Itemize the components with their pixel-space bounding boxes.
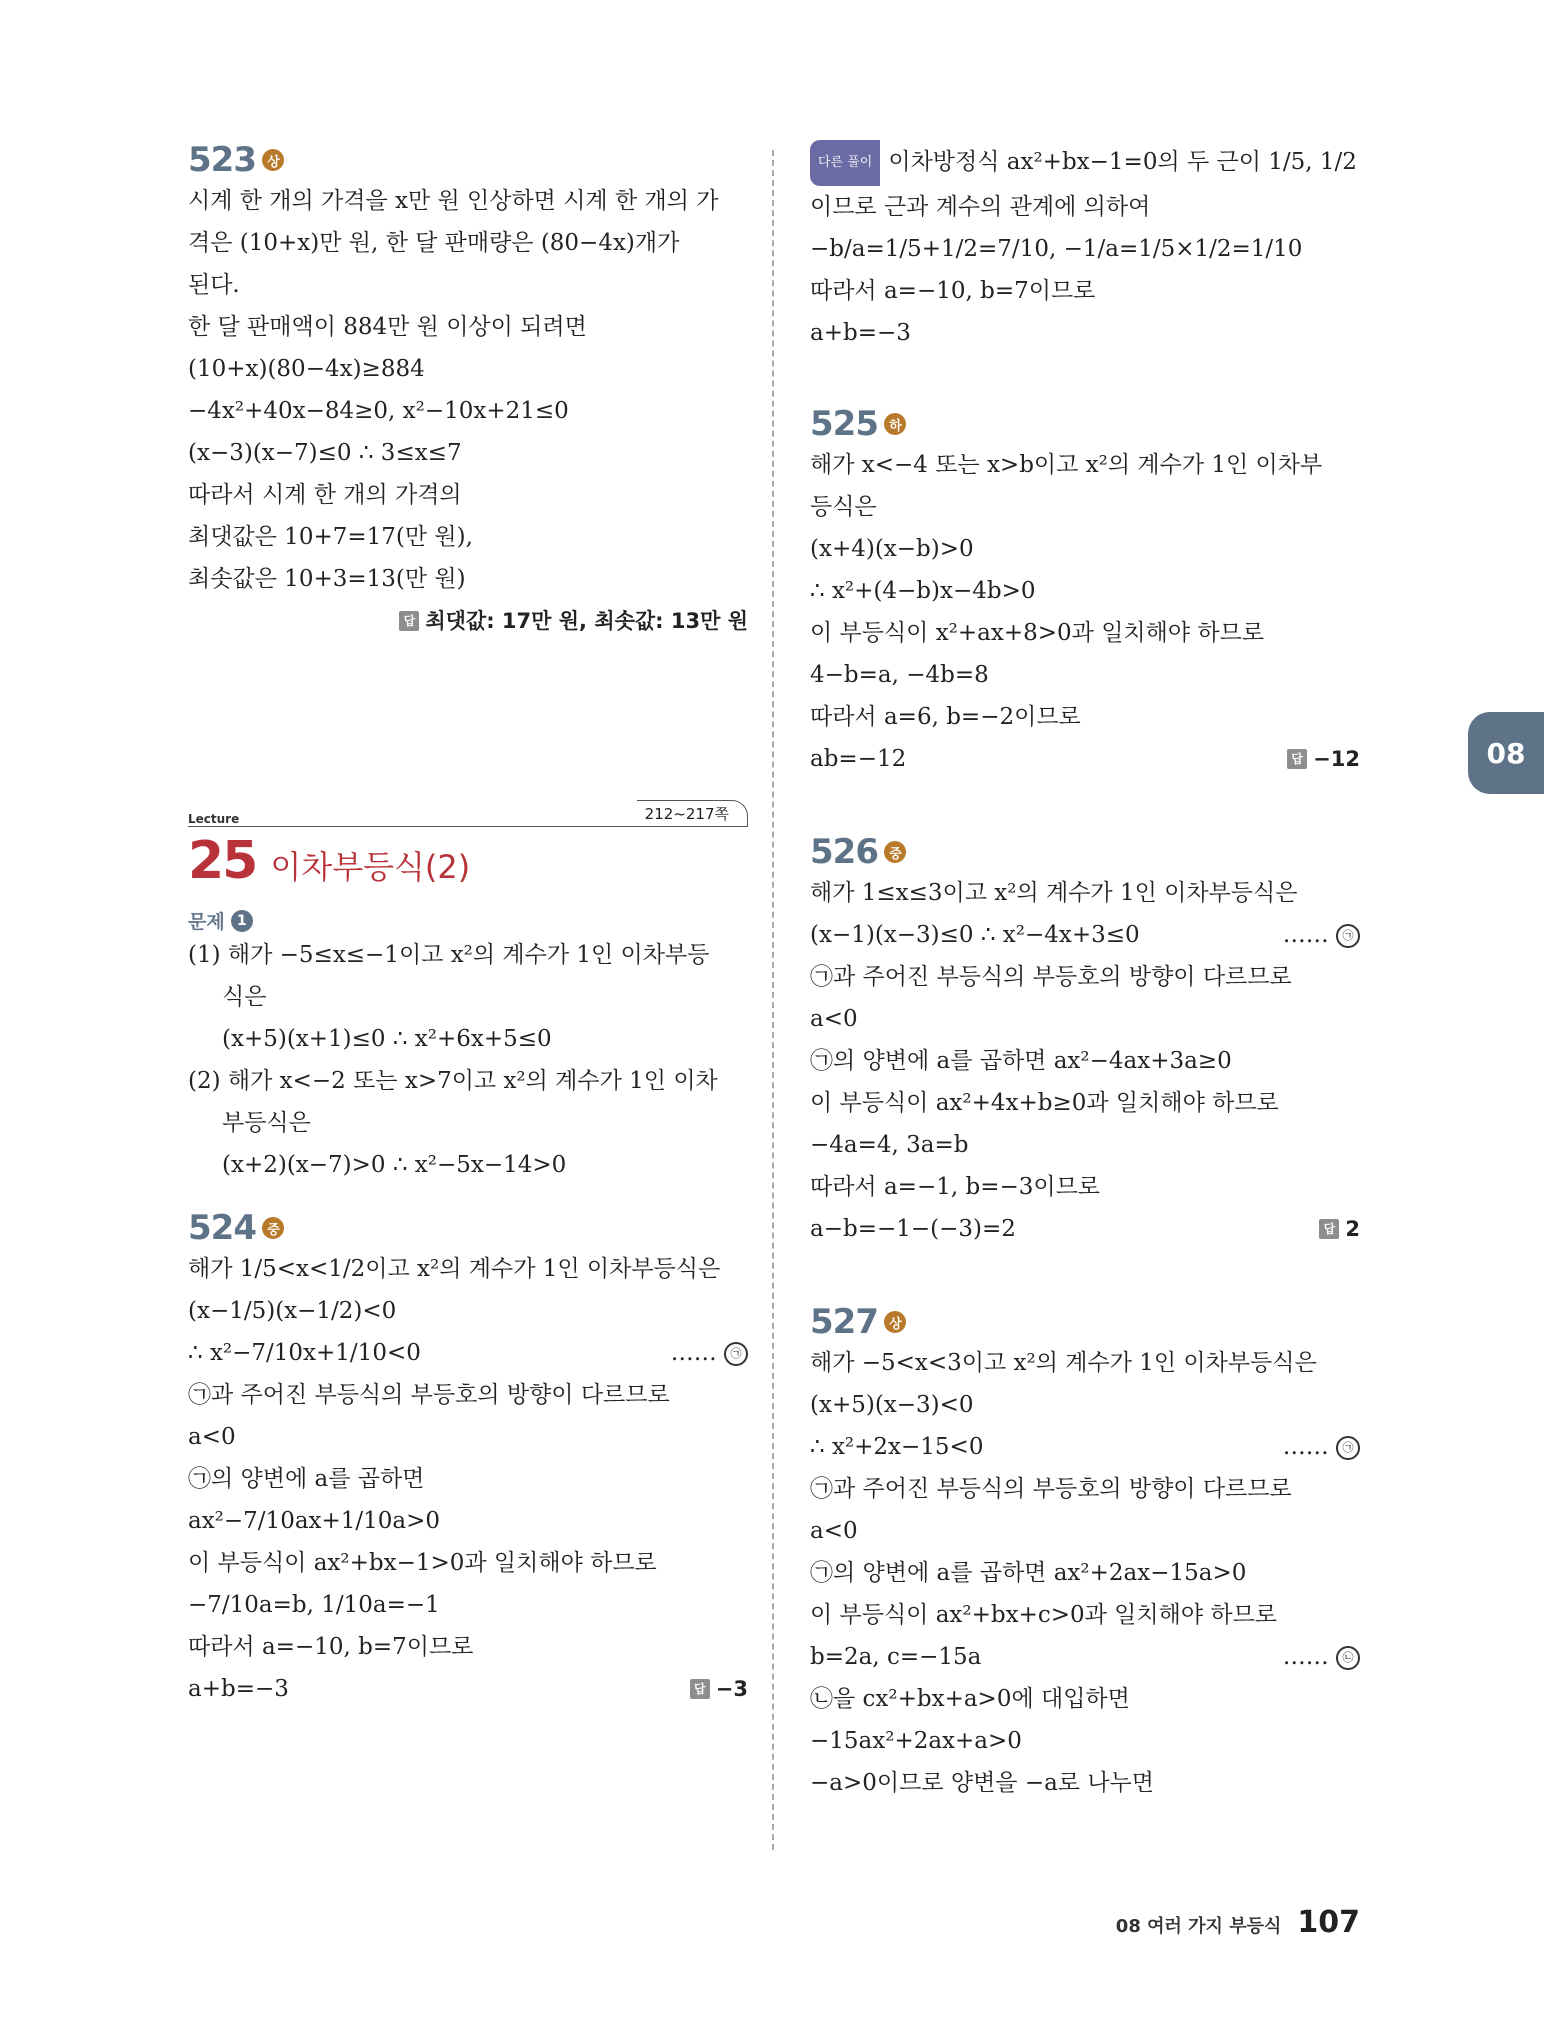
solution-line: a<0 — [810, 1518, 858, 1544]
problem-number: 527 상 — [810, 1302, 906, 1342]
solution-line: 따라서 a=−10, b=7이므로 — [810, 278, 1096, 304]
problem-set-heading: 문제 1 — [188, 907, 253, 934]
problem-number: 523 상 — [188, 140, 284, 180]
solution-line: 부등식은 — [222, 1110, 311, 1136]
difficulty-badge: 상 — [884, 1311, 906, 1333]
solution-line: 이차방정식 ax²+bx−1=0의 두 근이 1/5, 1/2 — [888, 149, 1357, 175]
circled-label: ㉠ — [1336, 924, 1360, 948]
solution-line: −7/10a=b, 1/10a=−1 — [188, 1592, 440, 1618]
solution-line: 식은 — [222, 984, 267, 1010]
solution-line: 최솟값은 10+3=13(만 원) — [188, 566, 466, 592]
solution-line: (10+x)(80−4x)≥884 — [188, 356, 425, 382]
solution-line: (2) 해가 x<−2 또는 x>7이고 x²의 계수가 1인 이차 — [188, 1068, 718, 1094]
lecture-title: 이차부등식(2) — [270, 848, 471, 886]
solution-line: (x+4)(x−b)>0 — [810, 536, 974, 562]
solution-line: (x−1)(x−3)≤0 ∴ x²−4x+3≤0 — [810, 922, 1140, 948]
solution-line: 이 부등식이 ax²+bx−1>0과 일치해야 하므로 — [188, 1550, 657, 1576]
solution-line: 이 부등식이 x²+ax+8>0과 일치해야 하므로 — [810, 620, 1265, 646]
solution-line: ㉠의 양변에 a를 곱하면 — [188, 1466, 425, 1492]
answer-mark-icon: 답 — [1319, 1219, 1339, 1239]
solution-line: 해가 1/5<x<1/2이고 x²의 계수가 1인 이차부등식은 — [188, 1256, 721, 1282]
problem-number: 525 하 — [810, 404, 906, 444]
column-divider — [772, 150, 774, 1850]
solution-line: 따라서 a=−1, b=−3이므로 — [810, 1174, 1101, 1200]
chapter-tab: 08 — [1468, 712, 1544, 794]
solution-line: ㉠의 양변에 a를 곱하면 ax²−4ax+3a≥0 — [810, 1048, 1232, 1074]
solution-line: 이므로 근과 계수의 관계에 의하여 — [810, 194, 1151, 220]
solution-line: ㉡을 cx²+bx+a>0에 대입하면 — [810, 1686, 1130, 1712]
alternate-solution — [810, 140, 1360, 354]
lecture-pages: 212~217쪽 — [637, 800, 748, 826]
problem-number: 524 중 — [188, 1208, 284, 1248]
solution-line: 해가 −5<x<3이고 x²의 계수가 1인 이차부등식은 — [810, 1350, 1317, 1376]
solution-line: ∴ x²−7/10x+1/10<0 — [188, 1340, 421, 1366]
problem-527: 527 상 해가 −5<x<3이고 x²의 계수가 1인 이차부등식은 (x+5)(x−3)<0 ∴ x²+2x−15<0 …… ㉠ ㉠과 주어진 부등식의 부등호의 방향이 다르므로 a<0 ㉠의 양변에 a를 곱하면 ax²+2ax−15a>0 이 부등식이 ax²+bx+c>0과 일치해야 하므로 b=2a, c=−15a …… ㉡ ㉡을 cx²+bx+a>0에 대입하면 −15ax²+2ax+a>0 −a>0이므로 양변을 −a로 나누면 — [810, 1302, 1360, 1804]
difficulty-badge: 하 — [884, 413, 906, 435]
solution-line: 최댓값은 10+7=17(만 원), — [188, 524, 473, 550]
solution-line: 된다. — [188, 272, 240, 298]
solution-line: 이 부등식이 ax²+4x+b≥0과 일치해야 하므로 — [810, 1090, 1279, 1116]
difficulty-badge: 중 — [884, 841, 906, 863]
circled-label: ㉠ — [724, 1342, 748, 1366]
answer-mark-icon: 답 — [1287, 749, 1307, 769]
solution-line: −b/a=1/5+1/2=7/10, −1/a=1/5×1/2=1/10 — [810, 236, 1303, 262]
lecture-label: Lecture — [188, 812, 240, 826]
difficulty-badge: 상 — [262, 149, 284, 171]
problem-524: 524 중 해가 1/5<x<1/2이고 x²의 계수가 1인 이차부등식은 (x−1/5)(x−1/2)<0 ∴ x²−7/10x+1/10<0 …… ㉠ ㉠과 주어진 부등식의 부등호의 방향이 다르므로 a<0 ㉠의 양변에 a를 곱하면 ax²−7/10ax+1/10a>0 이 부등식이 ax²+bx−1>0과 일치해야 하므로 −7/10a=b, 1/10a=−1 따라서 a=−10, b=7이므로 a+b=−3 답 −3 — [188, 1208, 748, 1710]
solution-line: 한 달 판매액이 884만 원 이상이 되려면 — [188, 314, 587, 340]
solution-line: −a>0이므로 양변을 −a로 나누면 — [810, 1770, 1154, 1796]
answer: 답 −12 — [1287, 738, 1360, 780]
page-footer — [1100, 1905, 1360, 1940]
solution-line: −4a=4, 3a=b — [810, 1132, 969, 1158]
solution-line: (x+2)(x−7)>0 ∴ x²−5x−14>0 — [222, 1152, 567, 1178]
lecture-section — [188, 800, 748, 1710]
solution-line: ㉠과 주어진 부등식의 부등호의 방향이 다르므로 — [188, 1382, 670, 1408]
answer: 답 −3 — [690, 1668, 748, 1710]
solution-line: (x−1/5)(x−1/2)<0 — [188, 1298, 397, 1324]
solution-line: ∴ x²+(4−b)x−4b>0 — [810, 578, 1036, 604]
footer-chapter: 08 여러 가지 부등식 — [1115, 1916, 1282, 1937]
difficulty-badge: 중 — [262, 1217, 284, 1239]
solution-line: 등식은 — [810, 494, 877, 520]
solution-line: 해가 1≤x≤3이고 x²의 계수가 1인 이차부등식은 — [810, 880, 1298, 906]
solution-line: 해가 x<−4 또는 x>b이고 x²의 계수가 1인 이차부 — [810, 452, 1323, 478]
circled-label: ㉠ — [1336, 1436, 1360, 1460]
left-column — [188, 140, 748, 702]
solution-line: 따라서 a=6, b=−2이므로 — [810, 704, 1081, 730]
solution-line: 4−b=a, −4b=8 — [810, 662, 989, 688]
answer-mark-icon: 답 — [690, 1679, 710, 1699]
solution-line: ab=−12 — [810, 746, 907, 772]
solution-line: (x−3)(x−7)≤0 ∴ 3≤x≤7 — [188, 440, 462, 466]
solution-line: ㉠과 주어진 부등식의 부등호의 방향이 다르므로 — [810, 964, 1292, 990]
solution-line: a+b=−3 — [810, 320, 911, 346]
solution-line: 격은 (10+x)만 원, 한 달 판매량은 (80−4x)개가 — [188, 230, 680, 256]
solution-line: a+b=−3 — [188, 1676, 289, 1702]
solution-line: (1) 해가 −5≤x≤−1이고 x²의 계수가 1인 이차부등 — [188, 942, 710, 968]
right-column — [810, 140, 1360, 1804]
problem-525 — [810, 404, 1360, 780]
alt-solution-badge: 다른 풀이 — [810, 140, 880, 186]
problem-526: 526 중 해가 1≤x≤3이고 x²의 계수가 1인 이차부등식은 (x−1)(x−3)≤0 ∴ x²−4x+3≤0 …… ㉠ ㉠과 주어진 부등식의 부등호의 방향이 다르므로 a<0 ㉠의 양변에 a를 곱하면 ax²−4ax+3a≥0 이 부등식이 ax²+4x+b≥0과 일치해야 하므로 −4a=4, 3a=b 따라서 a=−1, b=−3이므로 a−b=−1−(−3)=2 답 2 — [810, 832, 1360, 1250]
solution-line: −15ax²+2ax+a>0 — [810, 1728, 1022, 1754]
solution-line: b=2a, c=−15a — [810, 1644, 982, 1670]
solution-line: a<0 — [188, 1424, 236, 1450]
solution-line: ∴ x²+2x−15<0 — [810, 1434, 984, 1460]
solution-line: a−b=−1−(−3)=2 — [810, 1216, 1016, 1242]
lecture-number: 25 — [188, 831, 257, 891]
solution-line: ㉠과 주어진 부등식의 부등호의 방향이 다르므로 — [810, 1476, 1292, 1502]
solution-line: a<0 — [810, 1006, 858, 1032]
answer: 답 2 — [1319, 1208, 1360, 1250]
solution-line: (x+5)(x−3)<0 — [810, 1392, 974, 1418]
answer: 답 최댓값: 17만 원, 최솟값: 13만 원 — [399, 600, 748, 642]
problem-number: 526 중 — [810, 832, 906, 872]
problem-523 — [188, 140, 748, 642]
solution-line: 이 부등식이 ax²+bx+c>0과 일치해야 하므로 — [810, 1602, 1278, 1628]
solution-line: −4x²+40x−84≥0, x²−10x+21≤0 — [188, 398, 569, 424]
solution-line: 따라서 시계 한 개의 가격의 — [188, 482, 462, 508]
circled-label: ㉡ — [1336, 1646, 1360, 1670]
solution-line: (x+5)(x+1)≤0 ∴ x²+6x+5≤0 — [222, 1026, 552, 1052]
solution-line: ㉠의 양변에 a를 곱하면 ax²+2ax−15a>0 — [810, 1560, 1247, 1586]
page-number: 107 — [1297, 1905, 1360, 1940]
answer-mark-icon: 답 — [399, 611, 419, 631]
solution-line: 시계 한 개의 가격을 x만 원 인상하면 시계 한 개의 가 — [188, 188, 719, 214]
solution-line: 따라서 a=−10, b=7이므로 — [188, 1634, 474, 1660]
solution-line: ax²−7/10ax+1/10a>0 — [188, 1508, 441, 1534]
